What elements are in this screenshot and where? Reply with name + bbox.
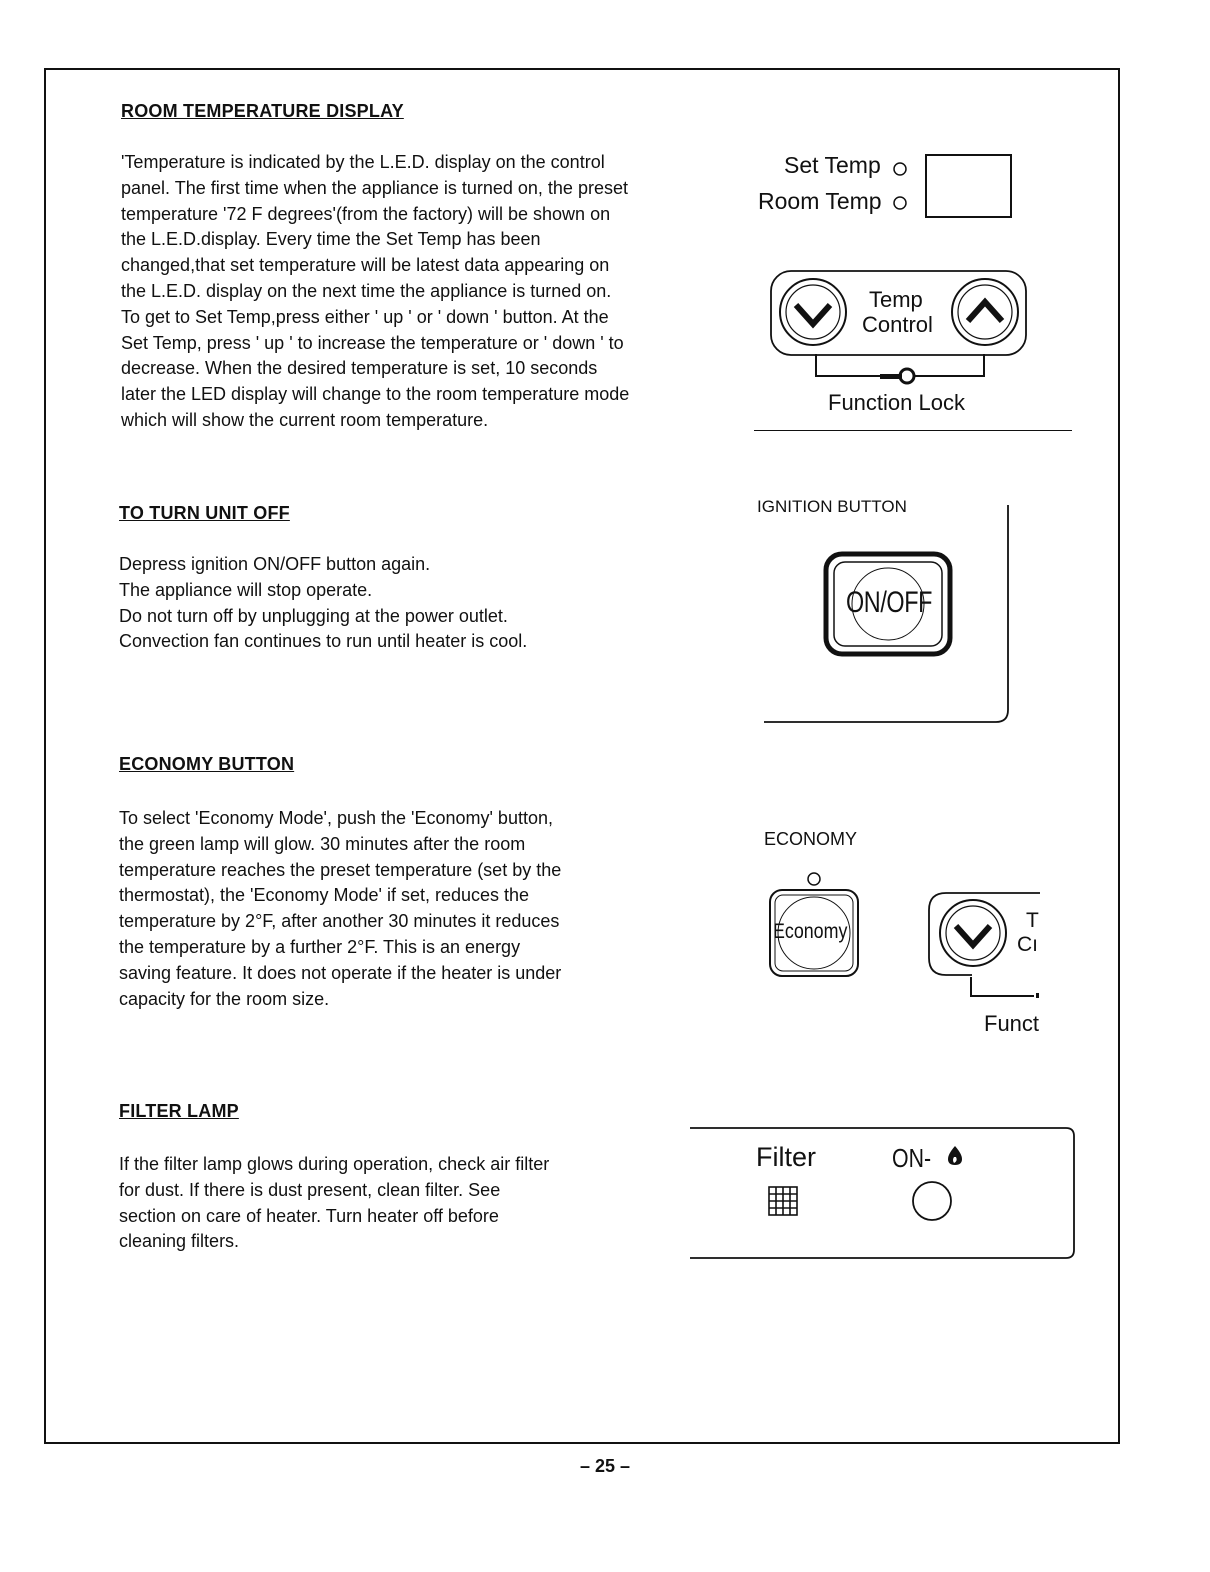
set-temp-label: Set Temp bbox=[784, 152, 881, 178]
ignition-title: IGNITION BUTTON bbox=[757, 497, 907, 516]
function-lock-bracket bbox=[816, 354, 984, 383]
turn-off-text: Depress ignition ON/OFF button again. The appliance will stop operate. Do not turn off by unplugging at the power outlet. Convection fan continues to run until heater is cool. bbox=[119, 554, 528, 652]
partial-temp-label: T bbox=[1026, 909, 1039, 932]
temp-label: Temp bbox=[869, 287, 923, 312]
led-display-diagram bbox=[880, 150, 1020, 222]
room-temp-indicator-icon bbox=[894, 197, 906, 209]
down-button-icon bbox=[780, 279, 846, 345]
economy-text: To select 'Economy Mode', push the 'Economy' button, the green lamp will glow. 30 minutes after the room temperature reaches the preset temperature (set by the thermostat), the 'Economy Mode' if set, reduces the temperature by 2°F, after another 30 minutes it reduces the temperature by a further 2°F. This is an energy saving feature. It does not operate if the heater is under capacity for the room size. bbox=[119, 808, 562, 1009]
filter-panel-diagram bbox=[688, 1124, 1080, 1264]
economy-heading: ECONOMY BUTTON bbox=[119, 754, 295, 774]
partial-control-label: Cı bbox=[1017, 933, 1038, 956]
down-chevron-icon bbox=[956, 926, 990, 945]
function-lock-label: Function Lock bbox=[828, 390, 965, 415]
economy-button: Economy bbox=[773, 920, 848, 943]
up-button-icon bbox=[952, 279, 1018, 345]
economy-title: ECONOMY bbox=[764, 829, 858, 849]
on-lamp-icon bbox=[913, 1182, 951, 1220]
control-label: Control bbox=[862, 312, 933, 337]
led-display-box bbox=[926, 155, 1011, 217]
set-temp-indicator-icon bbox=[894, 163, 906, 175]
filter-grid-icon bbox=[769, 1187, 797, 1215]
room-temp-heading: ROOM TEMPERATURE DISPLAY bbox=[121, 101, 404, 121]
economy-lamp-icon bbox=[808, 873, 820, 885]
partial-function-label: Funct bbox=[984, 1011, 1040, 1036]
room-temp-text: 'Temperature is indicated by the L.E.D. display on the control panel. The first time when the appliance is turned on, the preset temperature '72 F degrees'(from the factory) will be shown on the L.E.D.display. Every time the Set Temp has been changed,that set temperature will be latest data appearing on the L.E.D. display on the next time the appliance is turned on. To get to Set Temp,press either ' up ' or ' down ' button. At the Set Temp, press ' up ' to increase the temperature or ' down ' to decrease. When the desired temperature is set, 10 seconds later the LED display will change to the room temperature mode which will show the current room temperature. bbox=[121, 152, 630, 430]
room-temp-label: Room Temp bbox=[758, 188, 882, 214]
filter-label: Filter bbox=[756, 1142, 816, 1172]
onoff-button: ON/OFF bbox=[846, 586, 933, 619]
on-label: ON- bbox=[892, 1143, 932, 1173]
divider bbox=[754, 430, 1072, 431]
page-number: – 25 – bbox=[579, 1456, 631, 1476]
filter-heading: FILTER LAMP bbox=[119, 1101, 239, 1121]
turn-off-heading: TO TURN UNIT OFF bbox=[119, 503, 290, 523]
filter-text: If the filter lamp glows during operation, check air filter for dust. If there is dust present, clean filter. See section on care of heater. Turn heater off before cleaning filters. bbox=[119, 1154, 550, 1252]
